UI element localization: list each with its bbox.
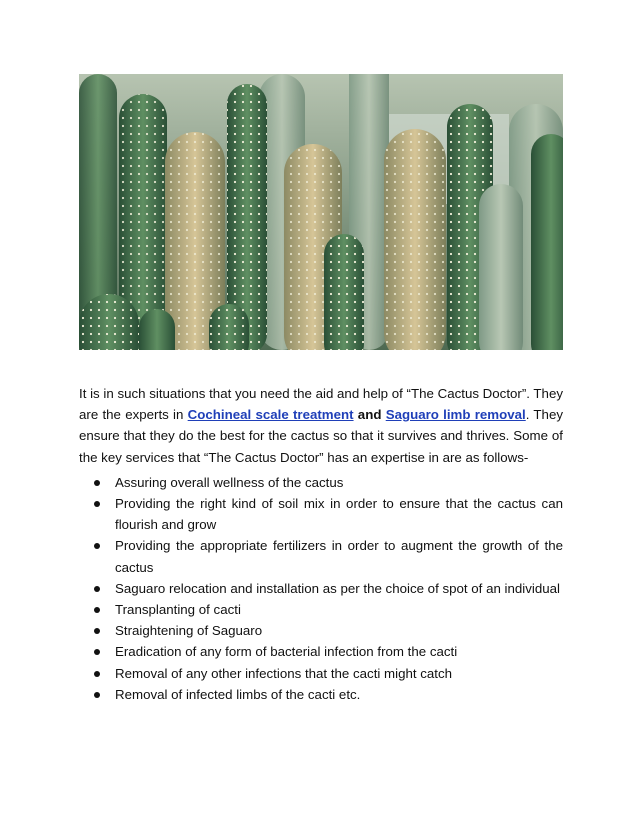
bullet-icon [94, 671, 100, 677]
bullet-icon [94, 480, 100, 486]
list-item: Providing the right kind of soil mix in order to ensure that the cactus can flourish and grow [79, 493, 563, 535]
list-item: Straightening of Saguaro [79, 620, 563, 641]
bullet-icon [94, 628, 100, 634]
bullet-icon [94, 586, 100, 592]
paragraph-conjunction: and [353, 407, 386, 423]
cochineal-scale-treatment-link[interactable]: Cochineal scale treatment [187, 407, 354, 423]
saguaro-limb-removal-link[interactable]: Saguaro limb removal [385, 407, 526, 423]
cactus-illustration [79, 74, 563, 350]
cactus-photo [79, 74, 563, 350]
bullet-icon [94, 692, 100, 698]
list-item: Saguaro relocation and installation as per the choice of spot of an individual [79, 578, 563, 599]
bullet-icon [94, 501, 100, 507]
bullet-icon [94, 649, 100, 655]
article-body [79, 383, 563, 705]
list-item: Eradication of any form of bacterial infection from the cacti [79, 641, 563, 662]
intro-paragraph [79, 383, 563, 468]
list-item: Removal of any other infections that the cacti might catch [79, 663, 563, 684]
bullet-icon [94, 543, 100, 549]
paragraph-text-2: . They ensure that they do the best for the cactus so that it survives and thrives. Some of the key services that “The Cactus Doctor” has an expertise in are as follows- [79, 407, 563, 465]
list-item: Transplanting of cacti [79, 599, 563, 620]
paragraph-text-1: It is in such situations that you need the aid and help of “The Cactus Doctor”. They are the experts in [79, 386, 563, 423]
list-item: Assuring overall wellness of the cactus [79, 472, 563, 493]
services-list [79, 472, 563, 705]
bullet-icon [94, 607, 100, 613]
list-item: Providing the appropriate fertilizers in order to augment the growth of the cactus [79, 535, 563, 577]
list-item: Removal of infected limbs of the cacti etc. [79, 684, 563, 705]
